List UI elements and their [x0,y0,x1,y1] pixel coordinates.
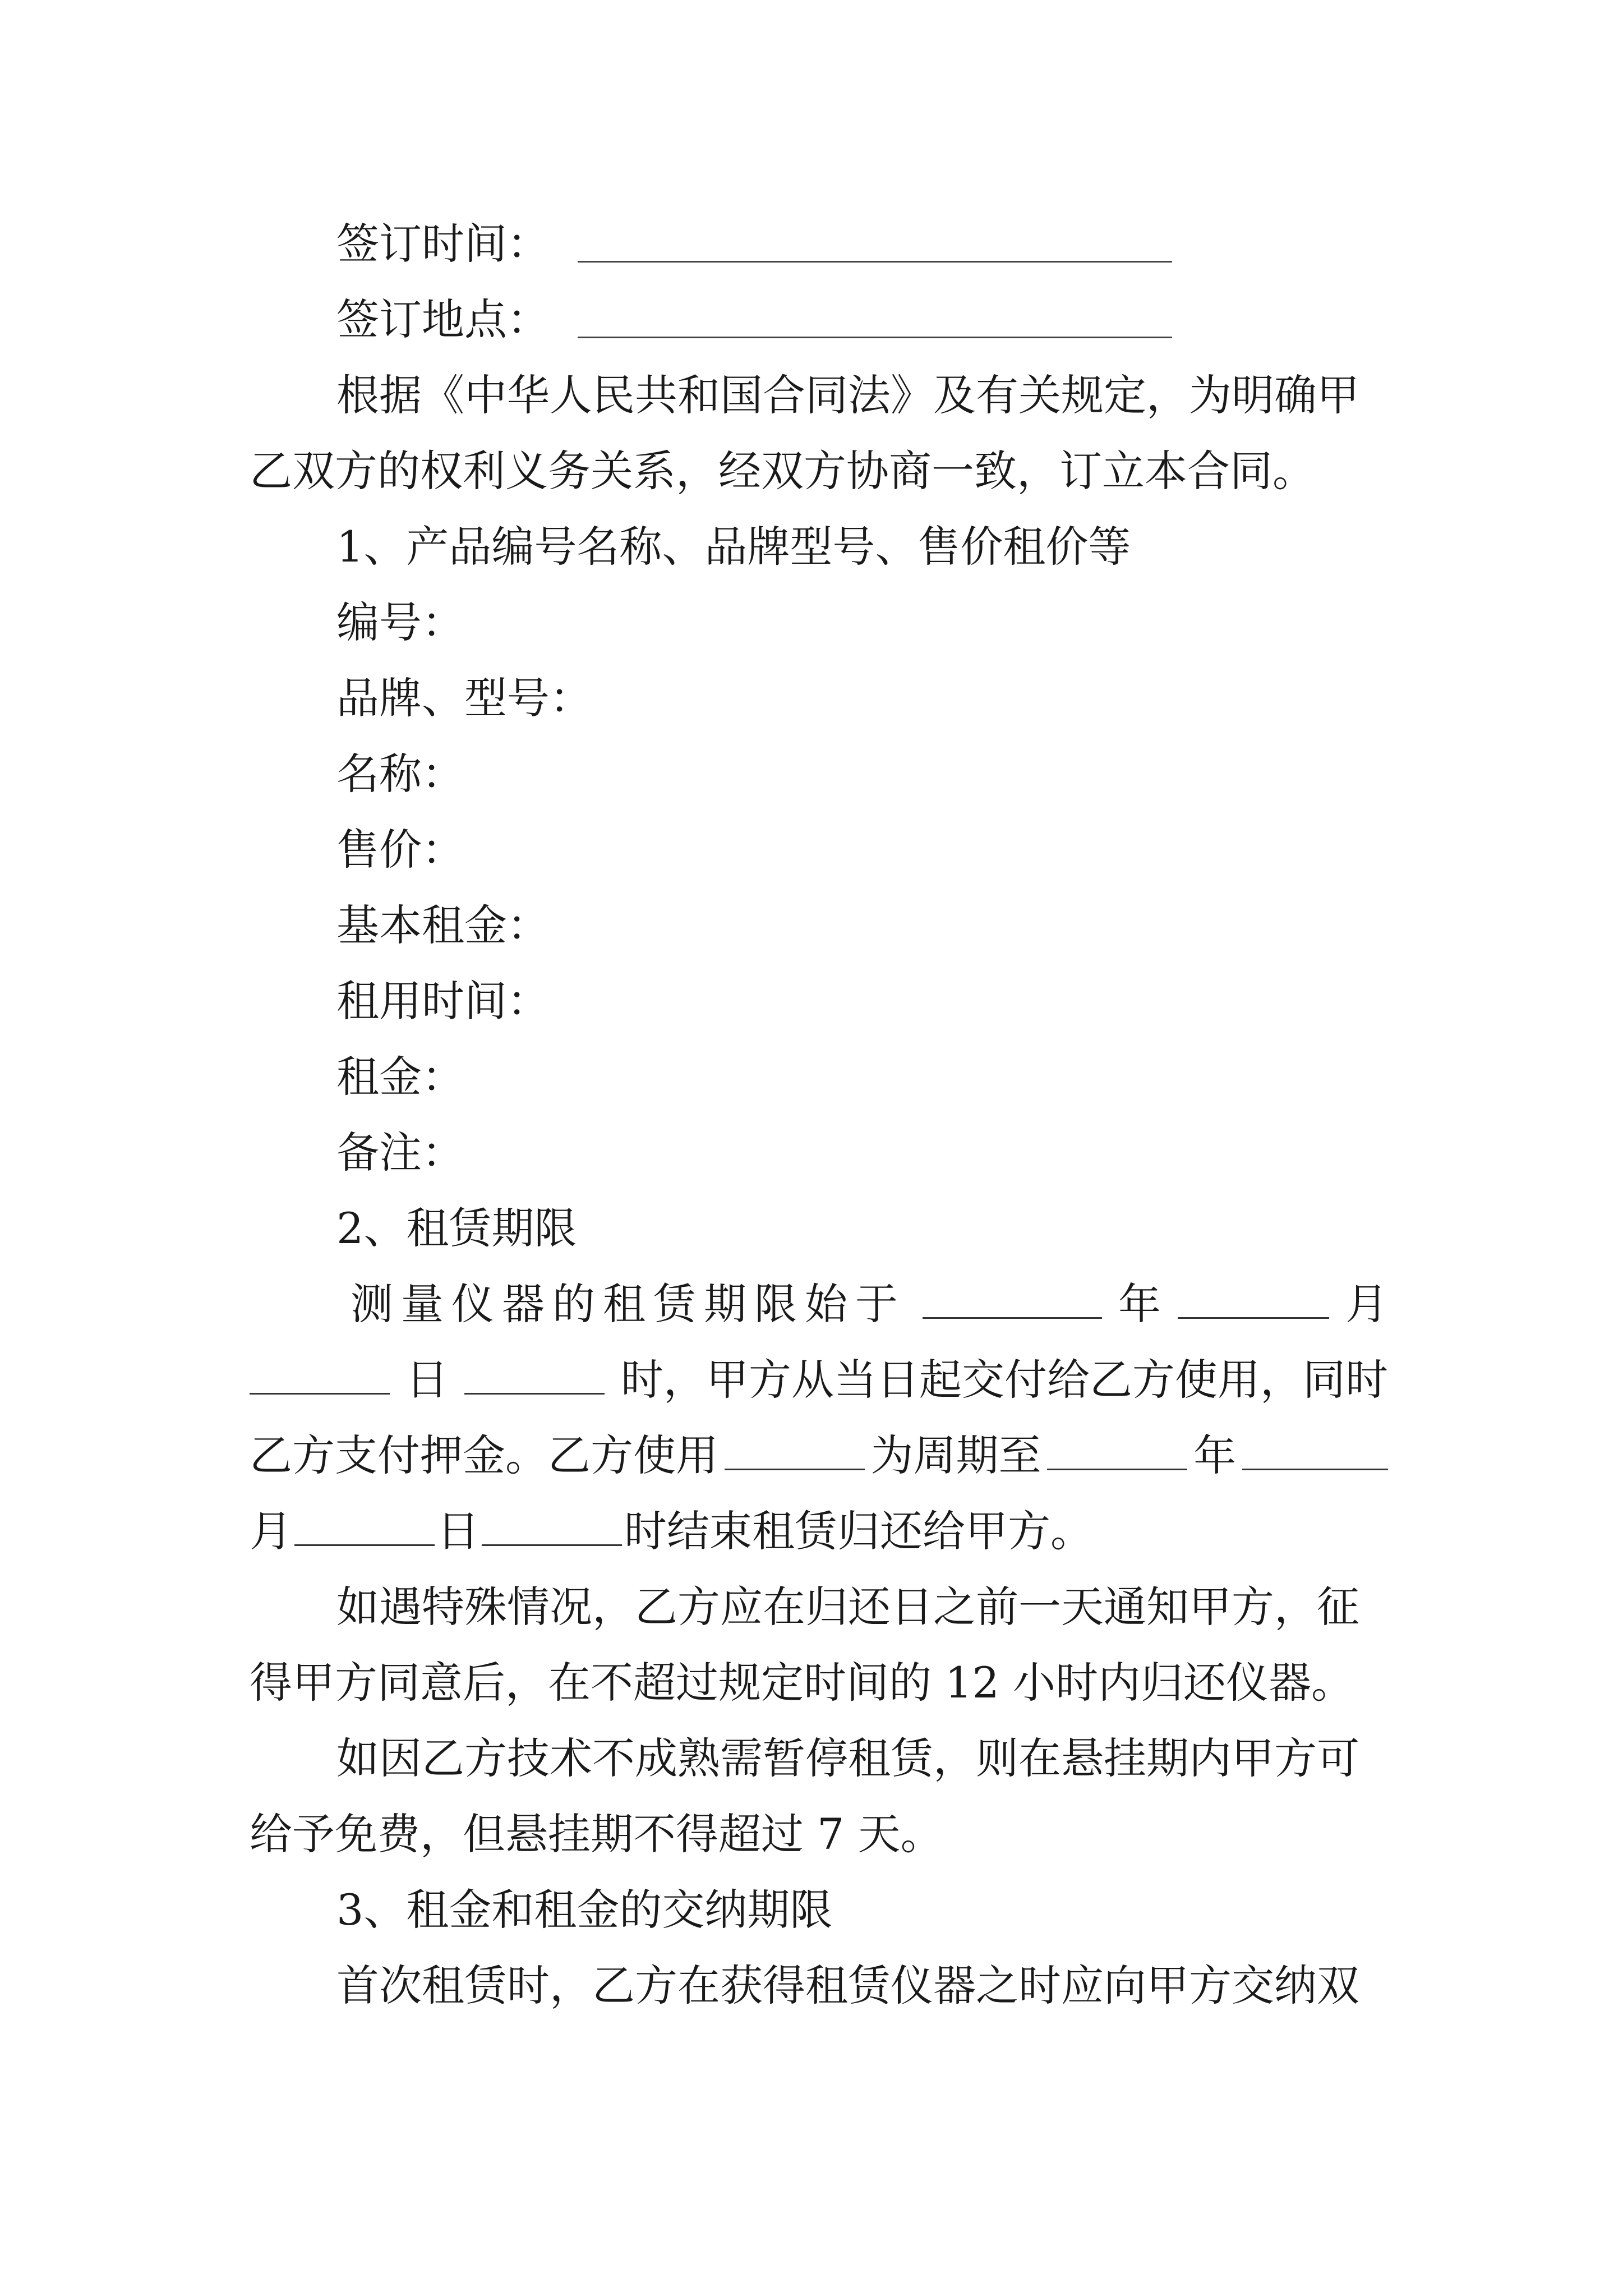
sign-place-blank [578,337,1172,338]
start-month-blank [1178,1278,1329,1319]
field-name: 名称： [336,749,464,799]
intro-line-1: 根据《中华人民共和国合同法》及有关规定，为明确甲 [336,370,1359,420]
end-year-blank [1047,1429,1187,1470]
field-number: 编号： [336,597,464,647]
rent-payment-line-1: 首次租赁时，乙方在获得租赁仪器之时应向甲方交纳双 [336,1961,1359,2010]
start-day-blank [250,1354,390,1395]
section-2-title: 2、租赁期限 [336,1203,577,1253]
suspension-line-1: 如因乙方技术不成熟需暂停租赁，则在悬挂期内甲方可 [336,1733,1359,1783]
intro-line-2: 乙双方的权利义务关系，经双方协商一致，订立本合同。 [250,446,1315,496]
lease-term-line-1 [351,1276,1388,1332]
sign-time-blank [578,261,1172,263]
special-case-line-2: 得甲方同意后，在不超过规定时间的 12 小时内归还仪器。 [250,1658,1354,1708]
lease-term-text-1: 测量仪器的租赁期限始于 [351,1279,906,1329]
day-label: 日 [405,1355,449,1405]
month-label: 月 [1345,1279,1388,1329]
lease-term-text-4: 时结束租赁归还给甲方。 [624,1506,1093,1556]
end-year-label: 年 [1193,1430,1237,1480]
lease-term-line-3 [250,1428,1388,1484]
sign-time-label: 签订时间： [336,219,550,269]
lease-term-text-3: 乙方支付押金。乙方使用 [250,1430,718,1480]
lease-term-line-2 [250,1352,1388,1408]
field-brand-model: 品牌、型号： [336,673,592,723]
section-1-title: 1、产品编号名称、品牌型号、售价租价等 [336,522,1131,572]
year-label: 年 [1118,1279,1161,1329]
period-to-label: 为周期至 [870,1430,1041,1480]
lease-term-line-4 [250,1503,1093,1559]
sign-place-label: 签订地点： [336,295,550,344]
field-remarks: 备注： [336,1128,464,1177]
end-month-label: 月 [250,1506,292,1556]
start-hour-blank [464,1354,605,1395]
end-day-label: 日 [437,1506,479,1556]
period-blank [725,1429,865,1470]
field-base-rent: 基本租金： [336,900,550,950]
special-case-line-1: 如遇特殊情况，乙方应在归还日之前一天通知甲方，征 [336,1582,1359,1632]
suspension-line-2: 给予免费，但悬挂期不得超过 7 天。 [250,1809,943,1859]
section-3-title: 3、租金和租金的交纳期限 [336,1885,833,1935]
lease-term-text-2: 时，甲方从当日起交付给乙方使用，同时 [620,1355,1388,1405]
field-rent-time: 租用时间： [336,976,550,1026]
end-day-blank [294,1505,435,1546]
field-rent: 租金： [336,1052,464,1102]
end-hour-blank [482,1505,622,1546]
start-year-blank [923,1278,1102,1319]
end-month-blank [1242,1429,1388,1470]
field-price: 售价： [336,825,464,875]
